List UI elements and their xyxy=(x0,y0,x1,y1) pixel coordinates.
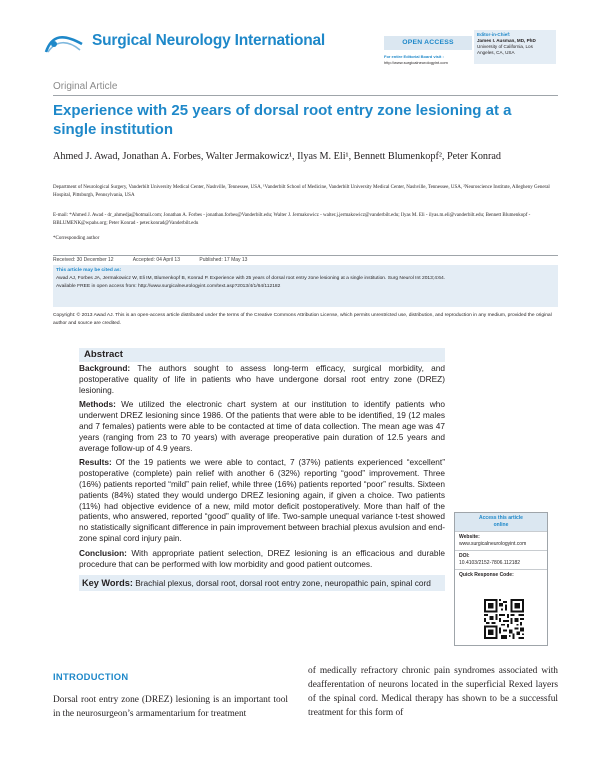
website-link[interactable]: www.surgicalneurologyint.com xyxy=(459,541,527,547)
published-date: Published: 17 May 13 xyxy=(199,257,248,263)
keywords-text: Brachial plexus, dorsal root, dorsal root entry zone, neuropathic pain, spinal cord xyxy=(135,578,431,589)
doi-row xyxy=(455,550,547,569)
editorial-board-link[interactable]: http://www.surgicalneurologyint.com xyxy=(384,60,448,65)
citation-box xyxy=(53,265,558,307)
affiliations: Department of Neurological Surgery, Vanderbilt University Medical Center, Nashville, Tennessee, USA, ¹Vanderbilt School of Medicine, Vanderbilt University Medical Center, Nashville, Tennessee, USA, ²Neuroscience Institute, Allegheny General Hospital, Pittsburgh, Pennsylvania, USA xyxy=(53,185,550,198)
citation-text: Awad AJ, Forbes JA, Jermakowicz W, Eli IM, Blumenkopf B, Konrad P. Experience with 25 years of dorsal root entry zone lesioning at a single institution. Surg Neurol Int 2013;4:64. xyxy=(56,276,446,281)
author-emails: E-mail: *Ahmed J. Awad - dr_ahmedja@hotmail.com; Jonathan A. Forbes - jonathan.forbes@Vanderbilt.edu; Walter J. Jermakowicz - walter.j.jermakowicz@vanderbilt.edu; Ilyas M. Eli - ilyas.m.eli@vanderbilt.edu; Bennett Blumenkopf - BBLUMENK@wpahs.org; Peter Konrad - peter.konrad@Vanderbilt.edu xyxy=(53,213,531,226)
methods-label: Methods: xyxy=(79,399,116,410)
background-label: Background: xyxy=(79,363,131,373)
results-text: Of the 19 patients we were able to contact, 7 (37%) patients experienced “excellent” postoperative (complete) pain relief with another 6 (32%) reporting “good” improvement. Three (16%) patients reported “mild” pain relief, while three (16%) patients reported “poor” results. Sixteen patients (84%) stated they would undergo DREZ lesioning again, if given a choice. Two patients (11%) had objective evidence of a new, mild motor deficit postoperatively. More than half of the patients, who answered, reported “good” quality of life. Two-sample unequal variance t-test showed no statistically significant difference in pain improvement between brachial plexus avulsion and end-zone spinal cord injury pain. xyxy=(79,457,445,543)
received-date: Received: 30 December 12 xyxy=(53,257,114,263)
access-online-panel xyxy=(454,512,548,646)
editor-affiliation-line-2: Angeles, CA, USA xyxy=(477,50,515,55)
access-heading-line-1: Access this article xyxy=(479,515,523,521)
copyright-notice: Copyright: © 2013 Awad AJ. This is an open-access article distributed under the terms of the Creative Commons Attribution License, which permits unrestricted use, distribution, and reproduction in any medium, provided the original author and source are credited. xyxy=(53,313,552,326)
publication-dates xyxy=(53,255,558,263)
editor-in-chief-box xyxy=(474,30,556,64)
conclusion-label: Conclusion: xyxy=(79,547,127,558)
journal-logo xyxy=(44,30,384,54)
author-list: Ahmed J. Awad, Jonathan A. Forbes, Walter Jermakowicz¹, Ilyas M. Eli¹, Bennett Blumenkopf², Peter Konrad xyxy=(53,151,502,162)
accepted-date: Accepted: 04 April 13 xyxy=(132,257,180,263)
body-column-right: of medically refractory chronic pain syndromes associated with deafferentation of neurons located in the superficial Rexed layers of the spinal cord. Medical therapy has shown to be a successful treatment for this form of xyxy=(308,666,558,718)
background-text: The authors sought to assess long-term efficacy, surgical morbidity, and postoperative quality of life in patients who have undergone dorsal root entry zone (DREZ) lesioning. xyxy=(79,363,446,395)
introduction-heading: INTRODUCTION xyxy=(53,671,129,682)
body-column-left: Dorsal root entry zone (DREZ) lesioning is an important tool in the neurosurgeon’s armamentarium for treatment xyxy=(53,695,288,719)
website-row xyxy=(455,531,547,550)
abstract-heading: Abstract xyxy=(79,348,445,362)
journal-title: Surgical Neurology International xyxy=(92,32,326,49)
qr-row xyxy=(455,569,547,581)
conclusion-text: With appropriate patient selection, DREZ lesioning is an efficacious and durable procedure that can be performed with low morbidity and good patient outcomes. xyxy=(79,547,445,569)
keywords-label: Key Words: xyxy=(82,578,133,589)
website-label: Website: xyxy=(459,534,480,540)
abstract-methods xyxy=(79,399,445,453)
access-heading-line-2: online xyxy=(493,522,509,528)
abstract-background xyxy=(79,363,445,395)
article-type: Original Article xyxy=(53,81,118,92)
editor-name: James I. Ausman, MD, PhD xyxy=(477,38,536,43)
access-online-heading xyxy=(455,513,547,531)
editorial-board-label: For entire Editorial Board visit : xyxy=(384,54,444,59)
qr-code-icon[interactable] xyxy=(484,599,524,639)
citation-label: This article may be cited as: xyxy=(56,268,122,273)
abstract xyxy=(79,348,445,591)
results-label: Results: xyxy=(79,457,112,468)
editorial-board-note xyxy=(384,54,474,66)
editor-label: Editor-in-Chief: xyxy=(477,32,511,37)
article-title: Experience with 25 years of dorsal root entry zone lesioning at a single institution xyxy=(53,102,512,138)
journal-logo-icon xyxy=(44,32,84,54)
header-divider xyxy=(53,95,558,96)
methods-text: We utilized the electronic chart system at our institution to identify patients who underwent DREZ lesioning since 1986. Of the patients that were able to be identified, 19 (12 males and 7 females) patients were able to be contacted at time of data collection. The mean age was 47 years (ranging from 23 to 70 years) with average preoperative pain duration of 12.5 years and average follow-up of 4.9 years. xyxy=(79,399,445,453)
doi-label: DOI: xyxy=(459,553,470,559)
abstract-conclusion xyxy=(79,548,445,570)
free-access-link[interactable]: Available FREE in open access from: http://www.surgicalneurologyint.com/text.asp?2013/4/1/64/112182 xyxy=(56,284,281,289)
corresponding-author-note: *Corresponding author xyxy=(53,236,100,241)
editor-affiliation-line-1: University of California, Los xyxy=(477,44,533,49)
open-access-badge: OPEN ACCESS xyxy=(384,36,472,50)
abstract-results xyxy=(79,457,445,543)
doi-value[interactable]: 10.4103/2152-7806.112182 xyxy=(459,560,521,566)
qr-label: Quick Response Code: xyxy=(459,572,514,578)
keywords xyxy=(79,575,445,591)
